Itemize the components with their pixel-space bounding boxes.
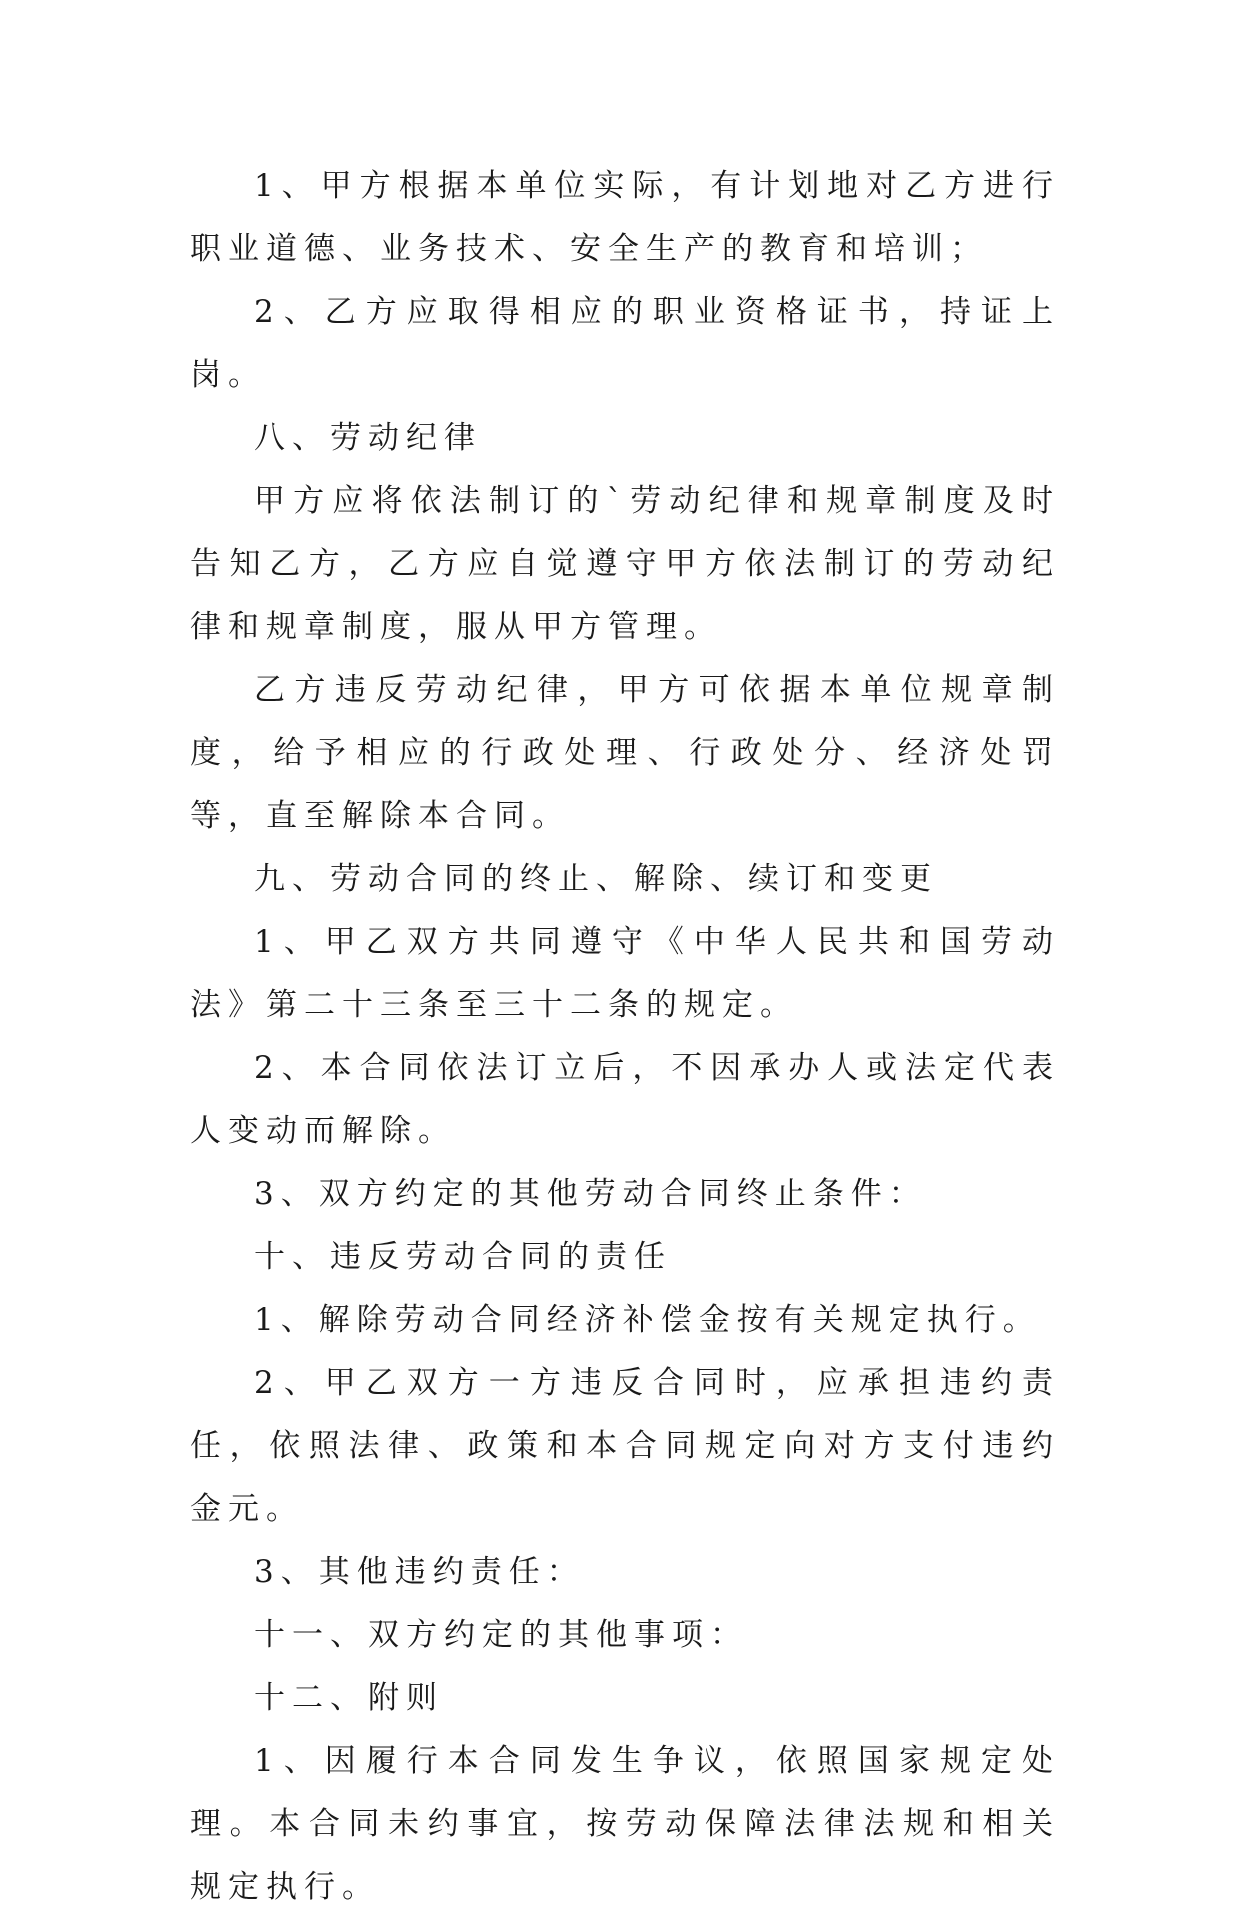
paragraph-discipline-notice: 甲方应将依法制订的`劳动纪律和规章制度及时告知乙方，乙方应自觉遵守甲方依法制订的劳动纪律和规章制度，服从甲方管理。 <box>190 483 1060 645</box>
paragraph-other-liability: 3、其他违约责任： <box>254 1554 585 1590</box>
section-heading-other-matters: 十一、双方约定的其他事项： <box>254 1617 748 1653</box>
paragraph-certificate: 2、乙方应取得相应的职业资格证书，持证上岗。 <box>190 294 1060 393</box>
section-heading-discipline: 八、劳动纪律 <box>254 420 482 456</box>
paragraph-breach-liability: 2、甲乙双方一方违反合同时，应承担违约责任，依照法律、政策和本合同规定向对方支付违约金元。 <box>190 1365 1060 1527</box>
paragraph-compensation: 1、解除劳动合同经济补偿金按有关规定执行。 <box>254 1302 1041 1338</box>
paragraph-discipline-violation: 乙方违反劳动纪律，甲方可依据本单位规章制度，给予相应的行政处理、行政处分、经济处罚等，直至解除本合同。 <box>190 672 1060 834</box>
paragraph-labor-law: 1、甲乙双方共同遵守《中华人民共和国劳动法》第二十三条至三十二条的规定。 <box>190 924 1060 1023</box>
section-heading-liability: 十、违反劳动合同的责任 <box>254 1239 672 1275</box>
paragraph-disputes: 1、因履行本合同发生争议，依照国家规定处理。本合同未约事宜，按劳动保障法律法规和相关规定执行。 <box>190 1743 1060 1905</box>
document-page <box>190 155 1060 1919</box>
section-heading-supplementary: 十二、附则 <box>254 1680 444 1716</box>
section-heading-termination: 九、劳动合同的终止、解除、续订和变更 <box>254 861 938 897</box>
paragraph-contract-validity: 2、本合同依法订立后，不因承办人或法定代表人变动而解除。 <box>190 1050 1060 1149</box>
paragraph-termination-conditions: 3、双方约定的其他劳动合同终止条件： <box>254 1176 927 1212</box>
paragraph-training: 1、甲方根据本单位实际，有计划地对乙方进行职业道德、业务技术、安全生产的教育和培训； <box>190 168 1060 267</box>
